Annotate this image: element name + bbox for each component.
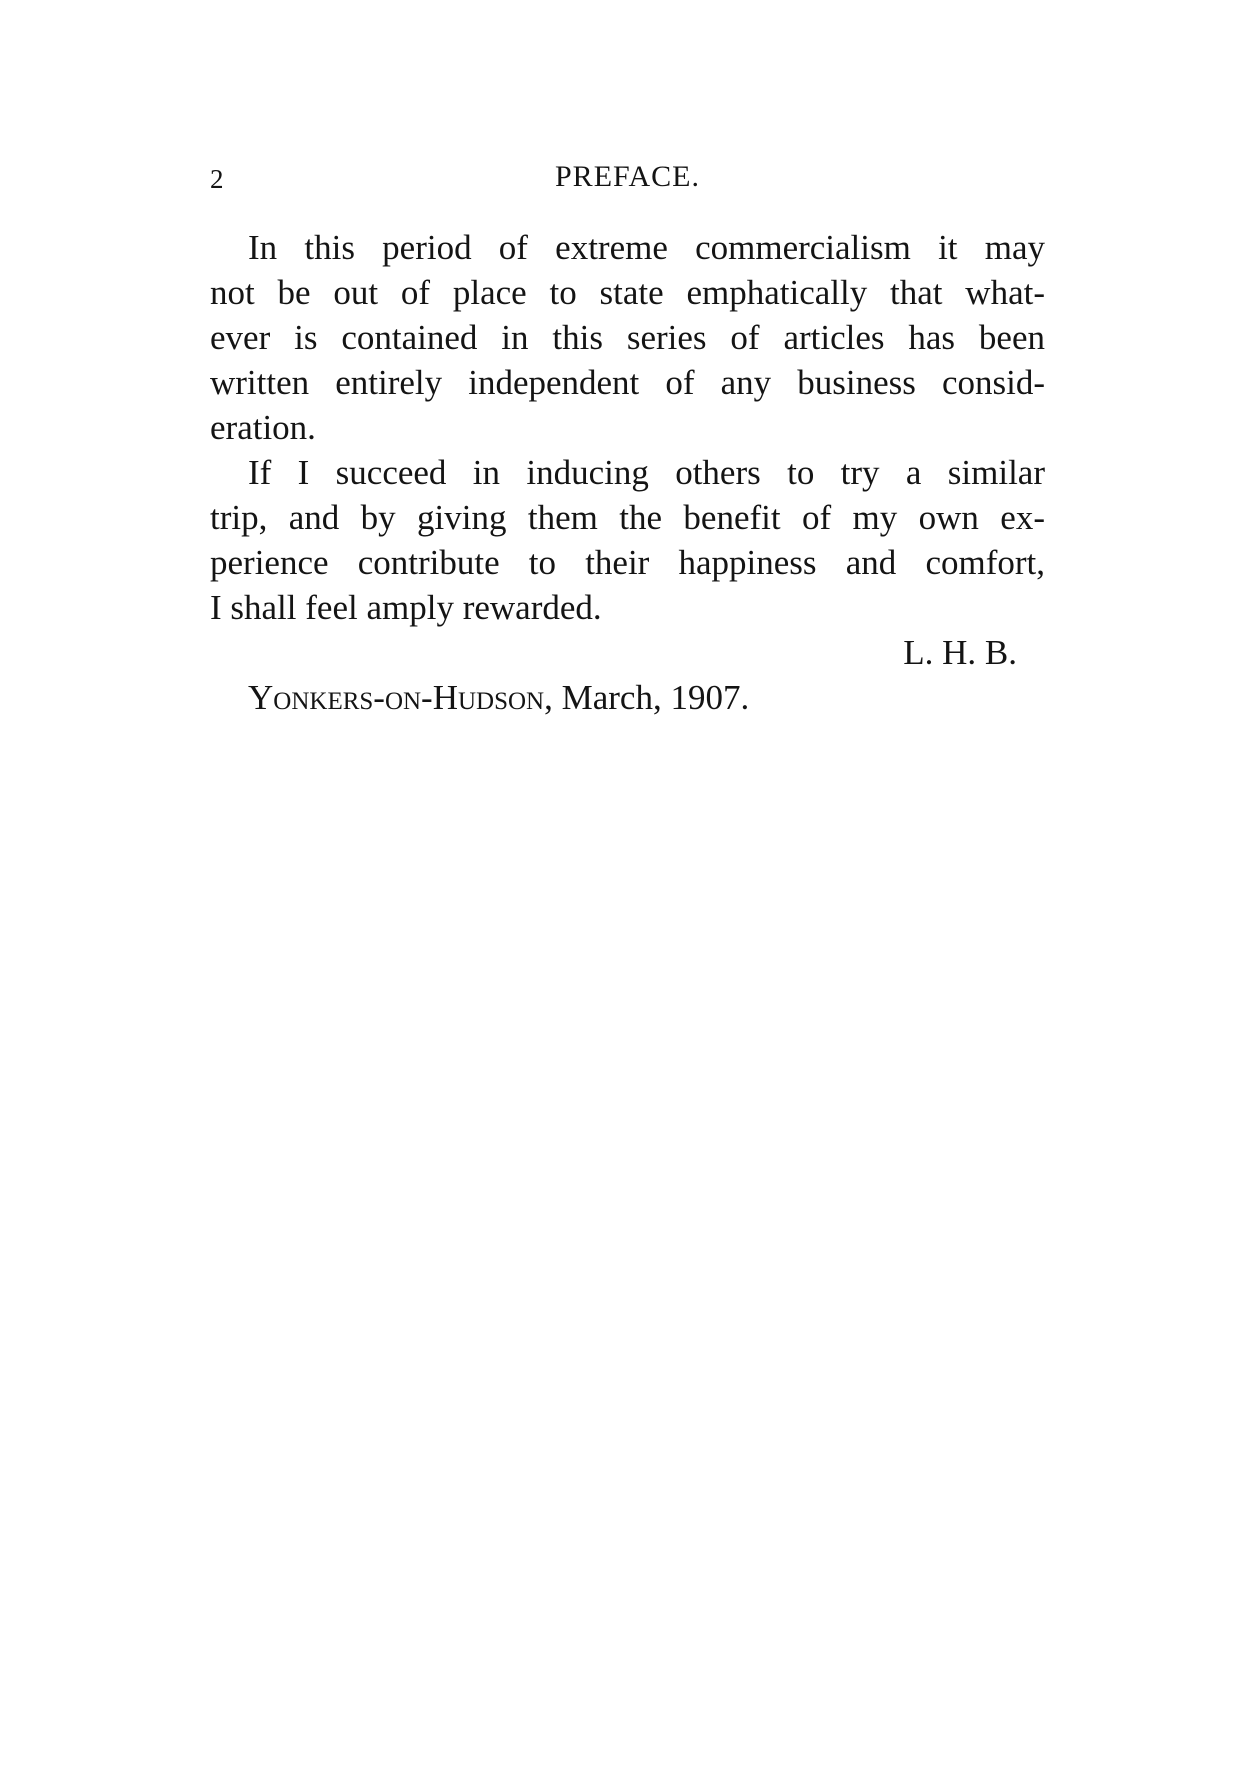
preface-body — [210, 225, 1045, 720]
page-number: 2 — [210, 164, 224, 194]
text-line: If I succeed in inducing others to try a similar — [248, 453, 1045, 492]
running-head — [210, 160, 1045, 200]
dateline-place: Yonkers-on-Hudson — [248, 678, 545, 717]
paragraph-1 — [210, 225, 1045, 450]
text-line: trip, and by giving them the benefit of my own ex- — [210, 498, 1045, 537]
author-initials: L. H. B. — [903, 633, 1017, 672]
text-line: written entirely independent of any business consid- — [210, 363, 1045, 402]
text-line: ever is contained in this series of articles has been — [210, 318, 1045, 357]
running-head-title: PREFACE. — [555, 160, 700, 193]
text-line: not be out of place to state emphatically that what- — [210, 273, 1045, 312]
dateline-date: , March, 1907. — [544, 678, 750, 717]
dateline — [210, 675, 1045, 720]
text-line: In this period of extreme commercialism it may — [248, 228, 1045, 267]
text-line: eration. — [210, 408, 316, 447]
text-line: perience contribute to their happiness and comfort, — [210, 543, 1045, 582]
text-line: I shall feel amply rewarded. — [210, 588, 602, 627]
paragraph-2 — [210, 450, 1045, 630]
